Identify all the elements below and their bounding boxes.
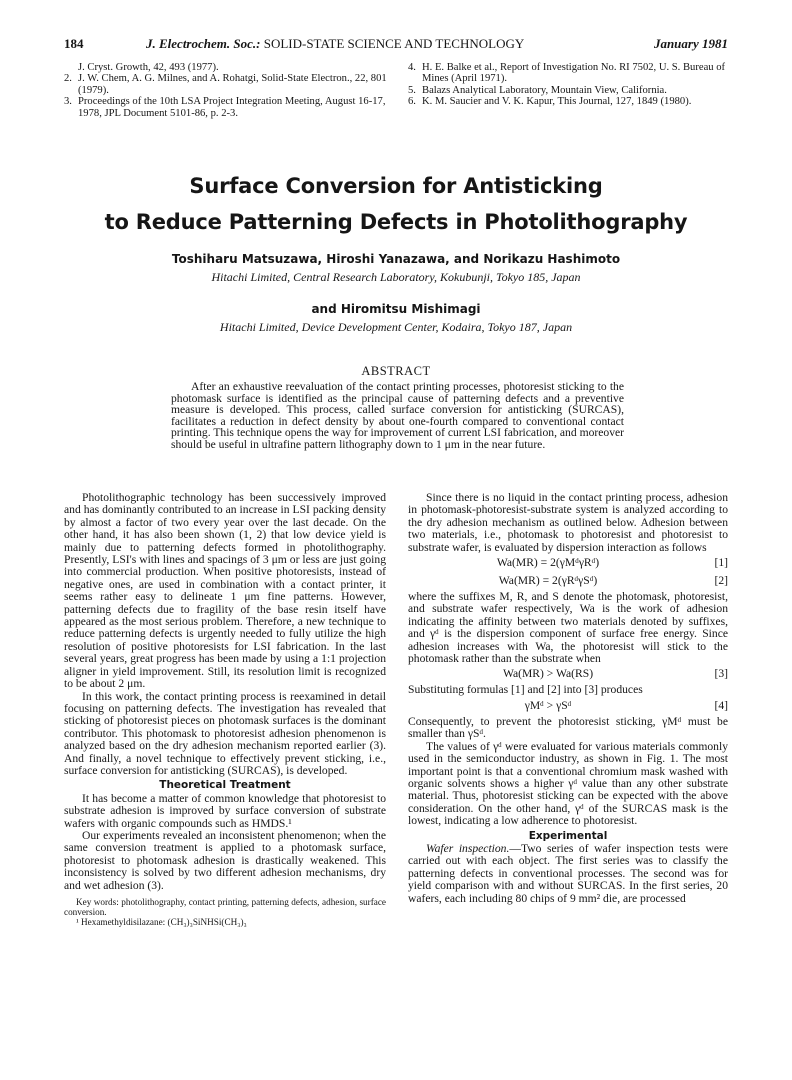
reference-item: J. Cryst. Growth, 42, 493 (1977).	[78, 62, 219, 73]
equation-number: [1]	[714, 556, 728, 570]
title-line-2: to Reduce Patterning Defects in Photolithography	[104, 210, 688, 234]
paragraph: Consequently, to prevent the photoresist sticking, γMᵈ must be smaller than γSᵈ.	[408, 714, 728, 741]
equation-number: [4]	[714, 698, 728, 712]
abstract-text: After an exhaustive reevaluation of the contact printing processes, photoresist sticking to the photomask surface is identified as the principal cause of patterning defects and a preventive measure is developed. This process, called surface conversion for antisticking (SURCAS), facilitates a reduction in defect density by about one-fourth compared to conventional contact printing. This technique opens the way for improvement of current LSI fabrication, and moreover should be useful in ultrafine pattern lithography down to 1 μm in the near future.	[171, 380, 624, 451]
left-column	[64, 492, 386, 927]
page-number: 184	[64, 36, 84, 51]
reference-item: 3. Proceedings of the 10th LSA Project Integration Meeting, August 16-17, 1978, JPL Document 5101-86, p. 2-3.	[64, 96, 386, 119]
paragraph: Our experiments revealed an inconsistent phenomenon; when the same conversion treatment is applied to a photomask surface, photoresist to photomask adhesion is drastically weakened. This inconsistency is solved by two different adhesion mechanisms, dry and wet adhesion (3).	[64, 828, 386, 892]
section-heading: Theoretical Treatment	[159, 779, 291, 792]
equation-expression: γMᵈ > γSᵈ	[524, 698, 572, 712]
footnotes	[64, 898, 386, 927]
reference-item: 6. K. M. Saucier and V. K. Kapur, This Journal, 127, 1849 (1980).	[408, 96, 692, 108]
equation-number: [3]	[714, 667, 728, 681]
paragraph: It has become a matter of common knowledge that photoresist to substrate adhesion is improved by surface conversion of substrate wafers with organic compounds such as HMDS.¹	[64, 791, 386, 830]
equation-1	[408, 555, 728, 572]
equation-3	[408, 666, 728, 683]
paragraph: Substituting formulas [1] and [2] into [3] produces	[408, 683, 643, 697]
affiliation-1: Hitachi Limited, Central Research Laboratory, Kokubunji, Tokyo 185, Japan	[211, 270, 581, 284]
equation-2	[408, 573, 728, 590]
subsection-lead: Wafer inspection.	[426, 841, 510, 855]
footnote-keywords: Key words: photolithography, contact printing, patterning defects, adhesion, surface conversion.	[64, 897, 386, 917]
paragraph: where the suffixes M, R, and S denote the photomask, photoresist, and substrate wafer respectively, Wa is the work of adhesion indicating the affinity between two materials denoted by suffixes, and γᵈ is the dispersion component of surface free energy. Since adhesion increases with Wa, the photoresist will stick to the photomask rather than the substrate when	[408, 590, 728, 666]
article-title	[64, 168, 728, 240]
paragraph: Photolithographic technology has been successively improved and has dominantly contributed to an increase in LSI packing density by almost a factor of two every year over the last decade. On the other hand, it has also been shown (1, 2) that low device yield is mainly due to patterning defects formed in photolithography. Presently, LSI's with lines and spacings of 3 μm or less are just going into commercial production. When positive photoresists, instead of negative ones, are used in combination with a contact printer, it seems rather easy to delineate 1 μm fine patterns. However, patterning defects due to fragility of the base resin itself have appeared as the most serious problem. Therefore, a new technique to reduce patterning defects is urgently needed to fully utilize the high resolution of positive photoresists for LSI fabrication. In the last several years, great progress has been made by using a 1:1 projection aligner in yield improvement. Still, its resolution limit is recognized to be about 2 μm.	[64, 491, 386, 691]
equation-number: [2]	[714, 574, 728, 588]
reference-item: 2. J. W. Chem, A. G. Milnes, and A. Rohatgi, Solid-State Electron., 22, 801 (1979).	[64, 73, 387, 96]
author-list-2: and Hiromitsu Mishimagi	[311, 302, 481, 316]
running-header	[64, 36, 728, 54]
issue-date: January 1981	[653, 36, 728, 51]
affiliation-2: Hitachi Limited, Device Development Center, Kodaira, Tokyo 187, Japan	[219, 320, 573, 334]
reference-item: 4. H. E. Balke et al., Report of Investigation No. RI 7502, U. S. Bureau of Mines (April 1971).	[408, 62, 726, 85]
paragraph: In this work, the contact printing process is reexamined in detail focusing on patterning defects. The investigation has revealed that sticking of photoresist pieces on photomask surfaces is the dominant contributor. This photomask to photoresist adhesion phenomenon is analyzed based on the dry adhesion mechanism reported earlier (3). And finally, a novel technique to effectively prevent sticking, i.e., surface conversion for antisticking (SURCAS), is developed.	[64, 689, 386, 777]
paragraph: The values of γᵈ were evaluated for various materials commonly used in the semiconductor industry, as shown in Fig. 1. The most important point is that a conventional chromium mask washed with organic solvents shows a higher γᵈ value than any other substrate material. Thus, photoresist sticking can be expected with the above consideration. On the other hand, γᵈ of the SURCAS mask is the lowest, indicating a low adherence to photoresist.	[408, 739, 728, 828]
journal-name	[146, 36, 524, 52]
equation-expression: Wa(MR) = 2(γMᵈγRᵈ)	[496, 556, 600, 570]
footnote-1: ¹ Hexamethyldisilazane: (CH₃)₃SiNHSi(CH₃)₃	[76, 916, 247, 927]
reference-item: 5. Balazs Analytical Laboratory, Mountain View, California.	[408, 84, 667, 96]
paragraph	[408, 843, 728, 905]
equation-expression: Wa(MR) > Wa(RS)	[502, 667, 594, 681]
abstract-heading: ABSTRACT	[361, 364, 431, 378]
equation-4	[408, 698, 728, 715]
section-heading: Experimental	[528, 829, 608, 842]
title-line-1: Surface Conversion for Antisticking	[189, 174, 603, 198]
references-right	[408, 62, 728, 108]
journal-prefix: J. Electrochem. Soc.:	[146, 36, 261, 51]
author-list-1: Toshiharu Matsuzawa, Hiroshi Yanazawa, and Norikazu Hashimoto	[171, 252, 621, 266]
right-column	[408, 492, 728, 905]
paragraph: Since there is no liquid in the contact printing process, adhesion in photomask-photoresist-substrate system is analyzed according to the dry adhesion mechanism as outlined below. Adhesion between two materials, i.e., photomask to photoresist and photoresist to substrate wafer, is evaluated by dispersion interaction as follows	[408, 491, 728, 554]
paragraph-body: —Two series of wafer inspection tests were carried out with each object. The first series was to classify the patterning defects in conventional processes. The second was for yield comparison with and without SURCAS. In the first series, 20 wafers, each including 80 chips of 9 mm² die, are processed	[408, 841, 728, 905]
equation-expression: Wa(MR) = 2(γRᵈγSᵈ)	[498, 574, 598, 588]
journal-section: SOLID-STATE SCIENCE AND TECHNOLOGY	[263, 36, 525, 51]
references-left	[64, 62, 394, 119]
